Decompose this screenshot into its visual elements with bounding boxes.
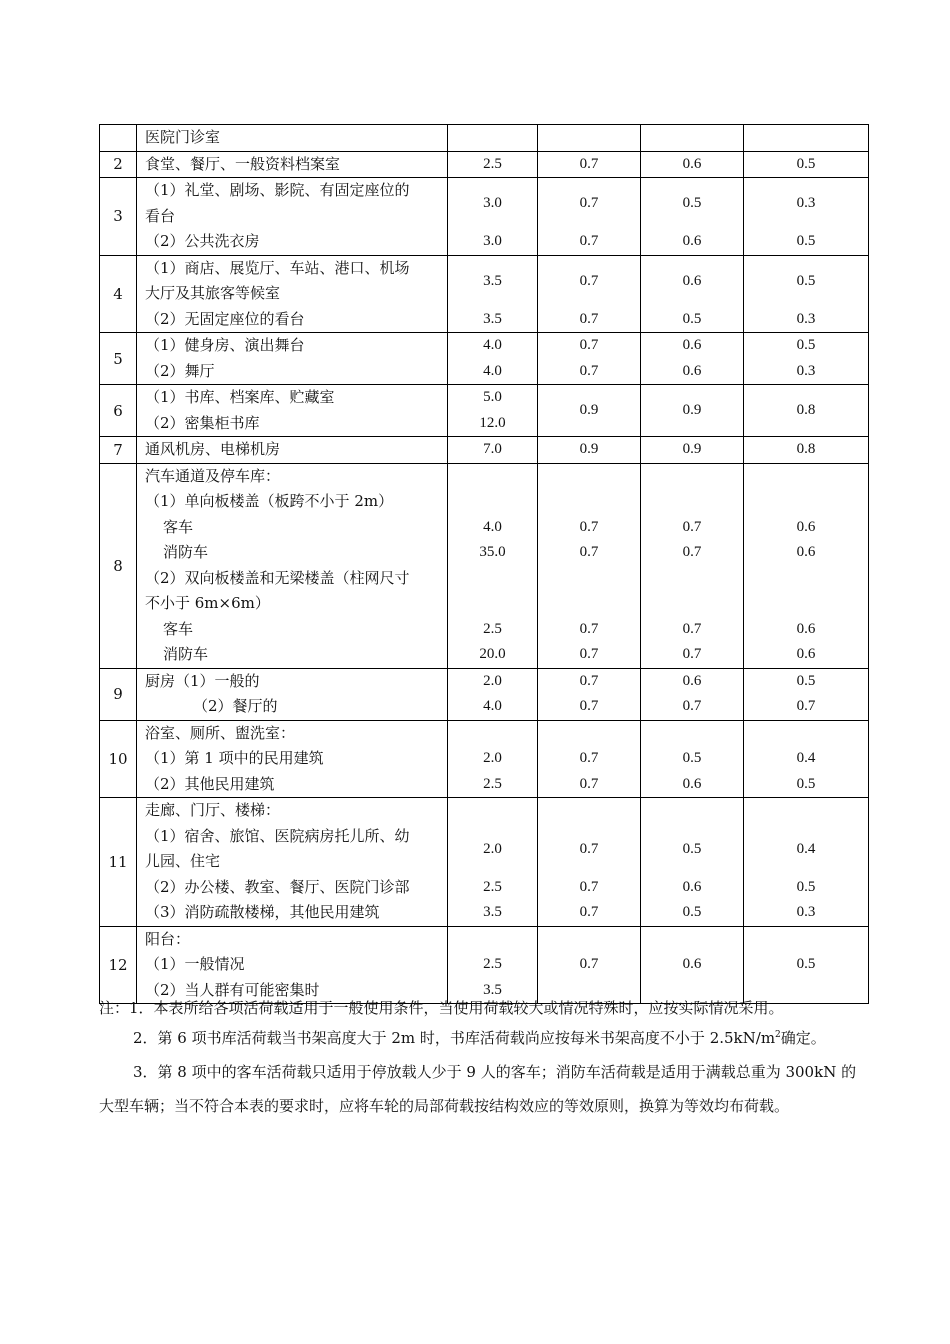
value: 2.5 [483, 956, 502, 972]
value-cell-c3 [538, 463, 641, 668]
value-cell-c5 [744, 385, 869, 437]
row-number: 6 [100, 385, 137, 437]
value: 3.0 [483, 233, 502, 249]
value: 2.5 [483, 155, 502, 172]
value: 4.0 [483, 362, 502, 379]
value [448, 927, 537, 953]
value: 0.7 [579, 775, 599, 792]
row-number: 12 [100, 926, 137, 1004]
item-line: 食堂、餐厅、一般资料档案室 [145, 154, 341, 173]
row-item-cell [137, 926, 448, 1004]
value: 0.3 [796, 904, 816, 920]
item-line: 厨房（1）一般的 [145, 671, 260, 690]
value: 0.8 [796, 441, 816, 457]
value-cell-c5 [744, 668, 869, 720]
value: 0.7 [682, 620, 702, 637]
value: 0.7 [579, 672, 599, 689]
item-line: 客车 [163, 517, 194, 536]
value: 0.7 [579, 233, 599, 249]
value-cell-load [448, 333, 538, 385]
value-cell-load [448, 151, 538, 178]
item-line: 阳台： [145, 929, 191, 948]
value: 0.7 [682, 698, 702, 714]
value: 0.6 [682, 672, 702, 689]
value: 0.7 [796, 698, 816, 714]
value: 4.0 [483, 518, 502, 535]
table-row [100, 178, 869, 256]
value-cell-c3 [538, 151, 641, 178]
value [744, 591, 868, 617]
value-cell-c4 [641, 333, 744, 385]
value-cell-c4 [641, 125, 744, 152]
value-cell-c5 [744, 178, 869, 256]
item-line: （3）消防疏散楼梯，其他民用建筑 [145, 903, 380, 921]
item-line: 浴室、厕所、盥洗室： [145, 723, 296, 742]
value-cell-c4 [641, 255, 744, 333]
value: 0.7 [579, 544, 599, 560]
item-line: （1）第 1 项中的民用建筑 [145, 749, 324, 767]
row-number: 5 [100, 333, 137, 385]
row-number: 8 [100, 463, 137, 668]
row-number [100, 125, 137, 152]
value-cell-c3 [538, 926, 641, 1004]
table-row [100, 385, 869, 437]
table-row [100, 437, 869, 464]
row-number: 11 [100, 798, 137, 927]
value-cell-c3 [538, 255, 641, 333]
value: 0.7 [579, 904, 599, 920]
value [448, 721, 537, 747]
table-row [100, 125, 869, 152]
value: 0.9 [682, 441, 702, 457]
row-number: 4 [100, 255, 137, 333]
value: 0.7 [579, 272, 599, 289]
value: 2.5 [483, 620, 502, 637]
value: 3.5 [483, 981, 502, 998]
value: 0.9 [682, 401, 702, 418]
value: 5.0 [483, 389, 502, 405]
row-item-cell [137, 798, 448, 927]
value: 2.0 [483, 750, 502, 766]
table-row [100, 255, 869, 333]
value [744, 566, 868, 592]
value [448, 798, 537, 824]
value-cell-c5 [744, 437, 869, 464]
value-cell-load [448, 437, 538, 464]
item-line: 客车 [163, 619, 194, 638]
row-item-cell [137, 668, 448, 720]
value-cell-c4 [641, 668, 744, 720]
value [538, 798, 640, 824]
value [744, 489, 868, 515]
value-cell-load [448, 463, 538, 668]
value [448, 489, 537, 515]
item-line: 汽车通道及停车库： [145, 466, 281, 485]
item-line: （1）一般情况 [145, 955, 245, 973]
value: 0.5 [682, 310, 702, 327]
live-load-table [99, 124, 869, 1004]
value: 0.5 [796, 272, 816, 289]
value: 0.7 [579, 620, 599, 637]
value [538, 125, 640, 151]
row-number: 7 [100, 437, 137, 464]
value: 0.5 [796, 775, 816, 792]
item-line: （1）单向板楼盖（板跨不小于 2m） [145, 492, 394, 510]
value: 0.6 [682, 362, 702, 379]
item-line: 不小于 6m×6m） [145, 594, 270, 612]
item-line: （2）无固定座位的看台 [145, 309, 305, 328]
row-item-cell [137, 333, 448, 385]
item-line: （1）健身房、演出舞台 [145, 336, 305, 354]
value: 0.7 [579, 362, 599, 379]
item-line: 看台 [145, 206, 176, 225]
value-cell-c5 [744, 798, 869, 927]
row-number: 3 [100, 178, 137, 256]
value: 2.5 [483, 775, 502, 792]
value: 0.3 [796, 195, 816, 211]
value [448, 566, 537, 592]
value: 0.5 [796, 878, 816, 895]
value-cell-c3 [538, 178, 641, 256]
value-cell-load [448, 255, 538, 333]
value: 0.7 [682, 544, 702, 560]
value-cell-c3 [538, 385, 641, 437]
value: 3.5 [483, 904, 502, 920]
value [538, 489, 640, 515]
value: 0.8 [796, 401, 816, 418]
row-number: 10 [100, 720, 137, 798]
table-row [100, 720, 869, 798]
row-number: 9 [100, 668, 137, 720]
table-row [100, 333, 869, 385]
item-line: 大厅及其旅客等候室 [145, 284, 281, 302]
value-cell-c3 [538, 125, 641, 152]
table-row [100, 151, 869, 178]
item-line: 通风机房、电梯机房 [145, 440, 281, 458]
note-3: 3．第 8 项中的客车活荷载只适用于停放载人少于 9 人的客车；消防车活荷载是适用于满载总重为 300kN 的大型车辆；当不符合本表的要求时，应将车轮的局部荷载按结构效应的等效原则，换算为等效均布荷载。 [99, 1063, 857, 1115]
item-line: （2）舞厅 [145, 361, 215, 380]
item-line: （2）当人群有可能密集时 [145, 980, 320, 999]
value: 2.0 [483, 840, 502, 857]
value [641, 566, 743, 592]
row-number: 2 [100, 151, 137, 178]
value: 0.5 [682, 904, 702, 920]
value [744, 721, 868, 747]
value: 4.0 [483, 337, 502, 353]
table-row [100, 798, 869, 927]
note-2: 2．第 6 项书库活荷载当书架高度大于 2m 时，书库活荷载尚应按每米书架高度不小于 $2.5kN/m^2$确定。 [133, 1029, 826, 1047]
item-line: （2）公共洗衣房 [145, 232, 260, 250]
row-item-cell [137, 437, 448, 464]
value-cell-c3 [538, 720, 641, 798]
item-line: 医院门诊室 [145, 128, 221, 146]
value-cell-c4 [641, 385, 744, 437]
table-row [100, 668, 869, 720]
table-notes [99, 995, 869, 1123]
row-item-cell [137, 178, 448, 256]
row-item-cell [137, 255, 448, 333]
value: 0.7 [579, 310, 599, 327]
value: 0.7 [682, 646, 702, 662]
value-cell-load [448, 720, 538, 798]
value [641, 125, 743, 151]
value: 2.0 [483, 672, 502, 689]
value-cell-load [448, 668, 538, 720]
value: 12.0 [479, 414, 506, 431]
value: 0.6 [796, 646, 816, 662]
value-cell-c3 [538, 333, 641, 385]
value: 0.3 [796, 310, 816, 327]
row-item-cell [137, 151, 448, 178]
value: 0.6 [682, 272, 702, 289]
value: 0.6 [796, 620, 816, 637]
value: 0.4 [796, 840, 816, 857]
value: 0.7 [579, 155, 599, 172]
value: 0.7 [579, 956, 599, 972]
value-cell-c5 [744, 463, 869, 668]
item-line: （2）餐厅的 [193, 697, 278, 715]
value: 0.7 [579, 646, 599, 662]
value: 0.5 [796, 155, 816, 172]
item-line: （1）书库、档案库、贮藏室 [145, 388, 335, 406]
item-line: 消防车 [163, 543, 209, 561]
value-cell-c5 [744, 151, 869, 178]
value-cell-c5 [744, 255, 869, 333]
value: 0.5 [796, 956, 816, 972]
value: 3.0 [483, 195, 502, 211]
value: 0.7 [579, 195, 599, 211]
item-line: 消防车 [163, 645, 209, 663]
value: 20.0 [479, 646, 506, 662]
table-row [100, 463, 869, 668]
value: 3.5 [483, 272, 502, 289]
value: 0.6 [682, 878, 702, 895]
value-cell-c4 [641, 178, 744, 256]
value: 0.6 [796, 518, 816, 535]
value-cell-c4 [641, 720, 744, 798]
item-line: （2）密集柜书库 [145, 413, 260, 432]
value: 7.0 [483, 441, 502, 457]
value: 0.5 [682, 750, 702, 766]
value-cell-load [448, 125, 538, 152]
value-cell-load [448, 798, 538, 927]
value: 0.7 [682, 518, 702, 535]
value: 0.7 [579, 878, 599, 895]
value-cell-c4 [641, 926, 744, 1004]
value: 0.3 [796, 362, 816, 379]
value: 0.6 [682, 775, 702, 792]
value [448, 125, 537, 151]
value [641, 721, 743, 747]
value-cell-c4 [641, 437, 744, 464]
item-line: （2）双向板楼盖和无梁楼盖（柱网尺寸 [145, 568, 410, 587]
row-item-cell [137, 463, 448, 668]
value-cell-load [448, 178, 538, 256]
value: 2.5 [483, 878, 502, 895]
value [641, 591, 743, 617]
row-item-cell [137, 125, 448, 152]
row-item-cell [137, 385, 448, 437]
value: 0.6 [682, 956, 702, 972]
value: 0.5 [682, 195, 702, 211]
value-cell-c3 [538, 668, 641, 720]
value: 0.5 [796, 672, 816, 689]
item-line: 走廊、门厅、楼梯： [145, 801, 281, 819]
value: 0.5 [796, 337, 816, 353]
value: 0.6 [682, 155, 702, 172]
item-line: （2）办公楼、教室、餐厅、医院门诊部 [145, 877, 410, 896]
table-row [100, 926, 869, 1004]
value: 0.4 [796, 750, 816, 766]
value [744, 464, 868, 490]
value [538, 464, 640, 490]
value-cell-c4 [641, 798, 744, 927]
value: 0.7 [579, 698, 599, 714]
value: 0.5 [796, 233, 816, 249]
value-cell-load [448, 926, 538, 1004]
value-cell-c5 [744, 333, 869, 385]
value: 0.6 [682, 337, 702, 353]
value: 0.7 [579, 518, 599, 535]
value [641, 464, 743, 490]
item-line: （1）商店、展览厅、车站、港口、机场 [145, 258, 410, 277]
value: 0.5 [682, 840, 702, 857]
value [641, 798, 743, 824]
item-line: （1）宿舍、旅馆、医院病房托儿所、幼 [145, 826, 410, 845]
value: 4.0 [483, 698, 502, 714]
value: 0.7 [579, 337, 599, 353]
row-item-cell [137, 720, 448, 798]
note-1: 注：1．本表所给各项活荷载适用于一般使用条件，当使用荷载较大或情况特殊时，应按实际情况采用。 [99, 999, 784, 1017]
value [448, 464, 537, 490]
value: 35.0 [479, 544, 506, 560]
item-line: 儿园、住宅 [145, 852, 221, 870]
value-cell-c3 [538, 437, 641, 464]
item-line: （1）礼堂、剧场、影院、有固定座位的 [145, 181, 410, 199]
value [744, 798, 868, 824]
value: 0.6 [682, 233, 702, 249]
value-cell-c4 [641, 463, 744, 668]
value [641, 489, 743, 515]
value-cell-load [448, 385, 538, 437]
value [448, 591, 537, 617]
value [744, 125, 868, 151]
value: 0.9 [579, 441, 599, 457]
value: 0.9 [579, 401, 599, 418]
value: 3.5 [483, 310, 502, 327]
value [538, 566, 640, 592]
value: 0.7 [579, 750, 599, 766]
value: 0.6 [796, 544, 816, 560]
value [538, 721, 640, 747]
value: 0.7 [579, 840, 599, 857]
value-cell-c3 [538, 798, 641, 927]
value [538, 591, 640, 617]
value-cell-c5 [744, 125, 869, 152]
value-cell-c5 [744, 720, 869, 798]
value-cell-c5 [744, 926, 869, 1004]
item-line: （2）其他民用建筑 [145, 774, 275, 793]
value-cell-c4 [641, 151, 744, 178]
